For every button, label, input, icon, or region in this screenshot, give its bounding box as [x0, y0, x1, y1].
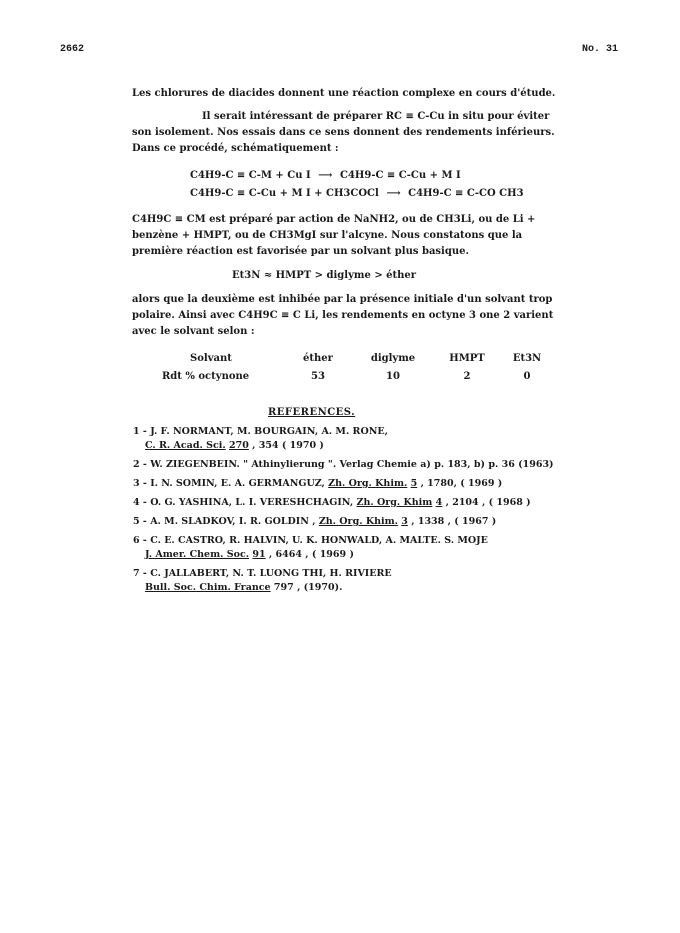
- col-diglyme: diglyme: [370, 352, 416, 364]
- paragraph-3: [132, 212, 564, 260]
- yield-diglyme: 10: [386, 370, 400, 382]
- ref-number: 5 -: [133, 516, 147, 527]
- ref-pages: , 354 ( 1970 ): [252, 440, 324, 451]
- references-title: REFERENCES.: [268, 407, 356, 418]
- row-label-solvent: Solvant: [190, 352, 232, 364]
- yield-ether: 53: [311, 370, 325, 382]
- ref-number: 4 -: [133, 497, 147, 508]
- ref-authors: W. ZIEGENBEIN.: [150, 459, 240, 470]
- paragraph-1: [132, 86, 564, 102]
- paragraph-2-text: Il serait intéressant de préparer RC ≡ C-Cu in situ pour éviter son isolement. Nos essais dans ce sens donnent des rendements inférieurs. Dans ce procédé, schématiquement :: [132, 111, 555, 154]
- ref-journal: " Athinylierung ". Verlag Chemie a) p. 183, b) p. 36 (1963): [243, 459, 554, 470]
- ref-number: 1 -: [133, 426, 147, 437]
- reference-item: [133, 425, 573, 453]
- ref-authors: O. G. YASHINA, L. I. VERESHCHAGIN,: [150, 497, 354, 508]
- equation-1-left: C4H9-C ≡ C-M + Cu I: [190, 170, 311, 181]
- ref-volume: 797: [273, 582, 294, 593]
- ref-journal: Zh. Org. Khim.: [318, 516, 398, 527]
- ref-journal: Zh. Org. Khim: [356, 497, 433, 508]
- reaction-arrow-icon: ⟶: [386, 188, 401, 199]
- paragraph-4: [132, 292, 564, 340]
- equation-1-right: C4H9-C ≡ C-Cu + M I: [340, 170, 461, 181]
- ref-number: 2 -: [133, 459, 147, 470]
- ref-pages: , 6464 , ( 1969 ): [268, 549, 354, 560]
- paragraph-2: [132, 109, 564, 157]
- ref-pages: , (1970).: [297, 582, 343, 593]
- reference-item: [133, 496, 573, 510]
- table-row: [162, 367, 552, 385]
- ref-volume: 5: [410, 478, 418, 489]
- reaction-arrow-icon: ⟶: [318, 170, 333, 181]
- ref-pages: , 1780, ( 1969 ): [420, 478, 503, 489]
- ref-pages: , 1338 , ( 1967 ): [411, 516, 497, 527]
- ref-authors: C. E. CASTRO, R. HALVIN, U. K. HONWALD, A. MALTE. S. MOJE: [150, 535, 488, 546]
- ref-number: 6 -: [133, 535, 147, 546]
- solvent-yield-table: [162, 349, 552, 385]
- equation-1: [190, 170, 461, 181]
- ref-journal: Bull. Soc. Chim. France: [145, 582, 271, 593]
- table-row: [162, 349, 552, 367]
- ref-number: 3 -: [133, 478, 147, 489]
- page-number: 2662: [60, 44, 85, 55]
- ref-journal: C. R. Acad. Sci.: [145, 440, 226, 451]
- ref-volume: 91: [252, 549, 266, 560]
- solvent-order: Et3N ≈ HMPT > diglyme > éther: [232, 270, 417, 281]
- reference-item: [133, 534, 573, 562]
- reference-item: [133, 477, 573, 491]
- reference-item: [133, 515, 573, 529]
- reference-item: [133, 458, 573, 472]
- paragraph-3-text: C4H9C ≡ CM est préparé par action de NaNH2, ou de CH3Li, ou de Li + benzène + HMPT, ou de CH3MgI sur l'alcyne. Nous constatons que la première réaction est favorisée par un solvant plus basique.: [132, 214, 536, 257]
- yield-hmpt: 2: [463, 370, 471, 382]
- ref-authors: C. JALLABERT, N. T. LUONG THI, H. RIVIERE: [150, 568, 392, 579]
- yield-et3n: 0: [523, 370, 531, 382]
- row-label-yield: Rdt % octynone: [162, 370, 250, 382]
- paragraph-1-text: Les chlorures de diacides donnent une réaction complexe en cours d'étude.: [132, 88, 556, 99]
- ref-number: 7 -: [133, 568, 147, 579]
- ref-authors: J. F. NORMANT, M. BOURGAIN, A. M. RONE,: [150, 426, 388, 437]
- ref-authors: I. N. SOMIN, E. A. GERMANGUZ,: [150, 478, 325, 489]
- ref-journal: Zh. Org. Khim.: [328, 478, 408, 489]
- reference-item: [133, 567, 573, 595]
- ref-volume: 3: [401, 516, 408, 527]
- col-et3n: Et3N: [512, 352, 542, 364]
- equation-2-right: C4H9-C ≡ C-CO CH3: [408, 188, 524, 199]
- issue-number: No. 31: [581, 44, 618, 55]
- col-ether: éther: [303, 352, 333, 364]
- paragraph-4-text: alors que la deuxième est inhibée par la présence initiale d'un solvant trop polaire. Ainsi avec C4H9C ≡ C Li, les rendements en octyne 3 one 2 varient avec le solvant selon :: [132, 294, 554, 337]
- col-hmpt: HMPT: [449, 352, 485, 364]
- ref-authors: A. M. SLADKOV, I. R. GOLDIN ,: [150, 516, 316, 527]
- equation-2: [190, 188, 524, 199]
- ref-volume: 270: [228, 440, 249, 451]
- ref-volume: 4: [435, 497, 443, 508]
- reference-list: [133, 425, 573, 600]
- ref-journal: J. Amer. Chem. Soc.: [145, 549, 250, 560]
- equation-2-left: C4H9-C ≡ C-Cu + M I + CH3COCl: [190, 188, 379, 199]
- ref-pages: , 2104 , ( 1968 ): [445, 497, 531, 508]
